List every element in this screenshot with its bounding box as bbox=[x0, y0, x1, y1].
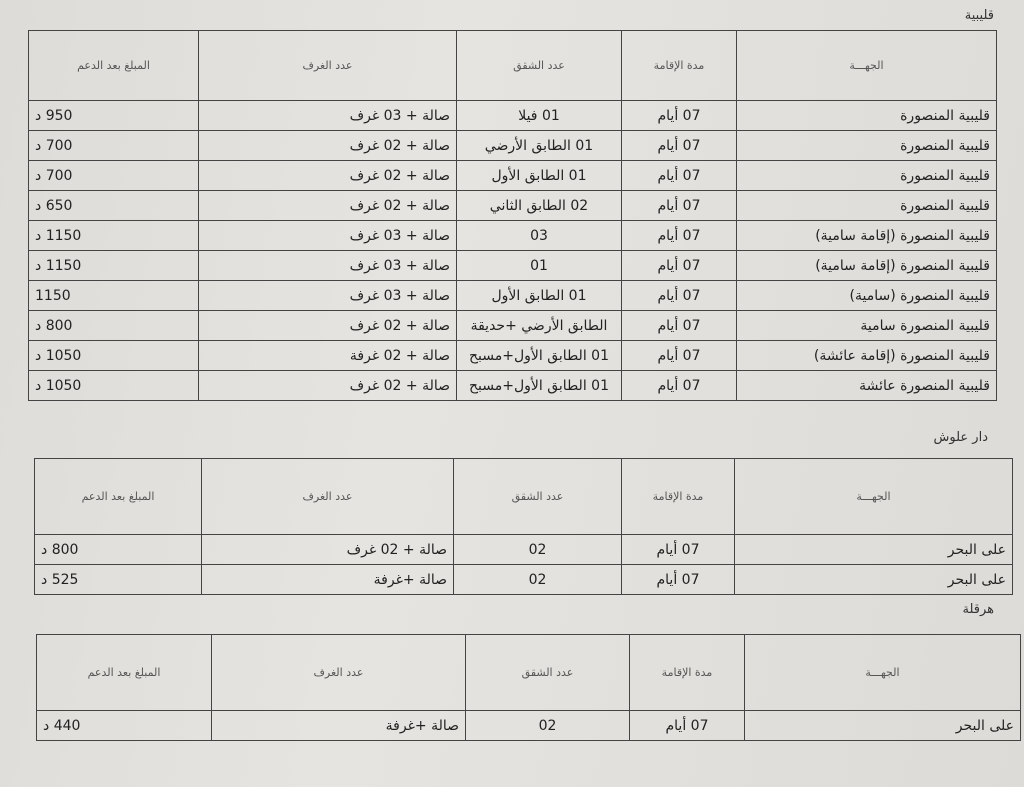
cell-duration: 07 أيام bbox=[622, 281, 737, 311]
cell-price: 650 د bbox=[29, 191, 199, 221]
header-entity: الجهـــة bbox=[745, 635, 1021, 711]
table-row bbox=[35, 535, 1013, 565]
cell-entity: على البحر bbox=[735, 535, 1013, 565]
header-duration: مدة الإقامة bbox=[622, 31, 737, 101]
header-rooms: عدد الغرف bbox=[199, 31, 457, 101]
cell-entity: قليبية المنصورة (سامية) bbox=[737, 281, 997, 311]
cell-duration: 07 أيام bbox=[622, 371, 737, 401]
cell-price: 440 د bbox=[37, 711, 212, 741]
header-price: المبلغ بعد الدعم bbox=[35, 459, 202, 535]
cell-rooms: صالة + 02 غرف bbox=[199, 191, 457, 221]
table-row bbox=[29, 221, 997, 251]
cell-rooms: صالة + 03 غرف bbox=[199, 251, 457, 281]
cell-rooms: صالة +غرفة bbox=[202, 565, 454, 595]
cell-apartments: 02 bbox=[466, 711, 630, 741]
cell-entity: قليبية المنصورة bbox=[737, 101, 997, 131]
cell-entity: قليبية المنصورة عائشة bbox=[737, 371, 997, 401]
cell-entity: على البحر bbox=[745, 711, 1021, 741]
section-title-3: هرقلة bbox=[962, 602, 994, 617]
cell-duration: 07 أيام bbox=[622, 565, 735, 595]
cell-duration: 07 أيام bbox=[622, 341, 737, 371]
cell-entity: على البحر bbox=[735, 565, 1013, 595]
cell-entity: قليبية المنصورة bbox=[737, 191, 997, 221]
table-row bbox=[29, 311, 997, 341]
header-apartments: عدد الشقق bbox=[457, 31, 622, 101]
cell-rooms: صالة +غرفة bbox=[212, 711, 466, 741]
cell-entity: قليبية المنصورة (إقامة سامية) bbox=[737, 221, 997, 251]
cell-apartments: 01 فيلا bbox=[457, 101, 622, 131]
cell-duration: 07 أيام bbox=[622, 131, 737, 161]
table-section-3 bbox=[36, 634, 1021, 741]
table-header-row bbox=[35, 459, 1013, 535]
table-row bbox=[29, 281, 997, 311]
header-price: المبلغ بعد الدعم bbox=[29, 31, 199, 101]
cell-duration: 07 أيام bbox=[622, 311, 737, 341]
cell-apartments: 02 bbox=[454, 565, 622, 595]
cell-rooms: صالة + 02 غرف bbox=[199, 311, 457, 341]
cell-price: 950 د bbox=[29, 101, 199, 131]
header-apartments: عدد الشقق bbox=[466, 635, 630, 711]
table-section-1 bbox=[28, 30, 997, 401]
table-row bbox=[35, 565, 1013, 595]
table-row bbox=[29, 131, 997, 161]
cell-rooms: صالة + 03 غرف bbox=[199, 281, 457, 311]
header-rooms: عدد الغرف bbox=[202, 459, 454, 535]
cell-apartments: 01 الطابق الأول+مسبح bbox=[457, 341, 622, 371]
table-row bbox=[29, 101, 997, 131]
cell-apartments: 03 bbox=[457, 221, 622, 251]
header-apartments: عدد الشقق bbox=[454, 459, 622, 535]
table-row bbox=[37, 711, 1021, 741]
header-entity: الجهـــة bbox=[735, 459, 1013, 535]
cell-duration: 07 أيام bbox=[622, 161, 737, 191]
cell-apartments: 02 bbox=[454, 535, 622, 565]
cell-entity: قليبية المنصورة (إقامة سامية) bbox=[737, 251, 997, 281]
header-duration: مدة الإقامة bbox=[630, 635, 745, 711]
cell-price: 525 د bbox=[35, 565, 202, 595]
cell-rooms: صالة + 03 غرف bbox=[199, 221, 457, 251]
cell-entity: قليبية المنصورة سامية bbox=[737, 311, 997, 341]
cell-price: 700 د bbox=[29, 161, 199, 191]
cell-duration: 07 أيام bbox=[630, 711, 745, 741]
table-header-row bbox=[37, 635, 1021, 711]
header-price: المبلغ بعد الدعم bbox=[37, 635, 212, 711]
cell-rooms: صالة + 02 غرف bbox=[199, 161, 457, 191]
cell-apartments: 01 bbox=[457, 251, 622, 281]
header-entity: الجهـــة bbox=[737, 31, 997, 101]
cell-apartments: 01 الطابق الأرضي bbox=[457, 131, 622, 161]
cell-apartments: 01 الطابق الأول bbox=[457, 281, 622, 311]
cell-price: 800 د bbox=[29, 311, 199, 341]
section-title-2: دار علوش bbox=[933, 430, 988, 445]
cell-price: 800 د bbox=[35, 535, 202, 565]
cell-duration: 07 أيام bbox=[622, 191, 737, 221]
cell-duration: 07 أيام bbox=[622, 251, 737, 281]
header-rooms: عدد الغرف bbox=[212, 635, 466, 711]
cell-entity: قليبية المنصورة (إقامة عائشة) bbox=[737, 341, 997, 371]
table-row bbox=[29, 371, 997, 401]
table-row bbox=[29, 161, 997, 191]
table-row bbox=[29, 191, 997, 221]
cell-duration: 07 أيام bbox=[622, 535, 735, 565]
cell-apartments: الطابق الأرضي +حديقة bbox=[457, 311, 622, 341]
cell-apartments: 01 الطابق الأول+مسبح bbox=[457, 371, 622, 401]
header-duration: مدة الإقامة bbox=[622, 459, 735, 535]
cell-duration: 07 أيام bbox=[622, 221, 737, 251]
table-row bbox=[29, 251, 997, 281]
cell-rooms: صالة + 03 غرف bbox=[199, 101, 457, 131]
cell-price: 1050 د bbox=[29, 341, 199, 371]
table-row bbox=[29, 341, 997, 371]
cell-duration: 07 أيام bbox=[622, 101, 737, 131]
cell-rooms: صالة + 02 غرف bbox=[199, 371, 457, 401]
table-header-row bbox=[29, 31, 997, 101]
table-section-2 bbox=[34, 458, 1013, 595]
cell-price: 1150 د bbox=[29, 221, 199, 251]
cell-rooms: صالة + 02 غرفة bbox=[199, 341, 457, 371]
cell-price: 700 د bbox=[29, 131, 199, 161]
cell-price: 1150 bbox=[29, 281, 199, 311]
cell-entity: قليبية المنصورة bbox=[737, 131, 997, 161]
cell-apartments: 01 الطابق الأول bbox=[457, 161, 622, 191]
cell-price: 1150 د bbox=[29, 251, 199, 281]
cell-rooms: صالة + 02 غرف bbox=[202, 535, 454, 565]
cell-price: 1050 د bbox=[29, 371, 199, 401]
cell-rooms: صالة + 02 غرف bbox=[199, 131, 457, 161]
section-title-1: قليبية bbox=[964, 8, 994, 23]
cell-entity: قليبية المنصورة bbox=[737, 161, 997, 191]
cell-apartments: 02 الطابق الثاني bbox=[457, 191, 622, 221]
